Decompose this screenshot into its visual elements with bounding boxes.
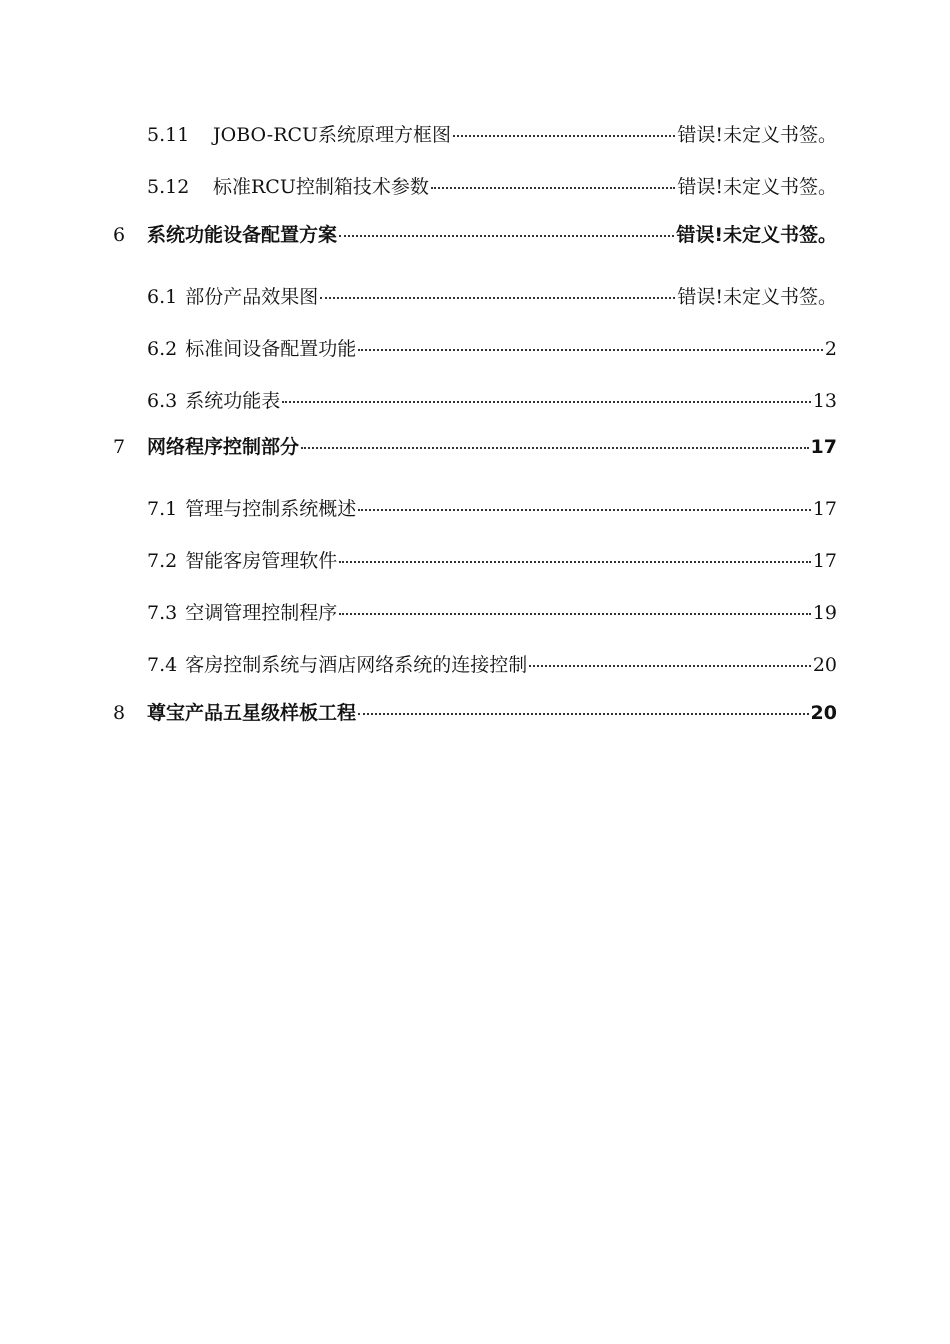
toc-entry-5-12[interactable] [147,174,837,200]
toc-entry-title: 尊宝产品五星级样板工程 [147,702,357,724]
toc-dot-leader [339,561,811,563]
toc-entry-title: 系统功能设备配置方案 [147,224,338,246]
toc-entry-page: 错误!未定义书签。 [676,224,837,246]
toc-entry-number: 5.11 [147,124,190,146]
toc-entry-number: 7.1 [147,498,178,520]
toc-dot-leader [339,235,674,237]
toc-entry-title: 网络程序控制部分 [147,436,300,458]
toc-entry-number: 6.2 [147,338,178,360]
toc-dot-leader [339,613,811,615]
toc-entry-page: 2 [824,338,837,360]
toc-entry-page: 17 [810,436,837,458]
toc-entry-number: 6.1 [147,286,178,308]
toc-dot-leader [358,713,809,715]
toc-dot-leader [320,297,675,299]
toc-entry-7-4[interactable] [147,652,837,678]
toc-entry-title: 客房控制系统与酒店网络系统的连接控制 [185,654,528,676]
toc-entry-number: 7.3 [147,602,178,624]
toc-entry-number: 6.3 [147,390,178,412]
toc-entry-number: 8 [113,702,126,724]
toc-dot-leader [529,665,811,667]
toc-entry-title: JOBO-RCU系统原理方框图 [213,124,452,146]
toc-entry-7-2[interactable] [147,548,837,574]
toc-entry-page: 19 [812,602,837,624]
toc-entry-page: 错误!未定义书签。 [677,124,837,146]
toc-entry-page: 17 [812,550,837,572]
toc-entry-number: 7.2 [147,550,178,572]
toc-dot-leader [358,349,823,351]
toc-entry-7-1[interactable] [147,496,837,522]
toc-entry-6-3[interactable] [147,388,837,414]
toc-dot-leader [301,447,809,449]
toc-entry-page: 20 [812,654,837,676]
toc-entry-7[interactable] [113,434,837,460]
toc-entry-title: 部份产品效果图 [185,286,319,308]
toc-entry-title: 标准间设备配置功能 [185,338,357,360]
toc-entry-page: 13 [812,390,837,412]
toc-entry-title: 空调管理控制程序 [185,602,338,624]
toc-entry-6[interactable] [113,222,837,248]
toc-entry-page: 20 [810,702,837,724]
toc-entry-page: 错误!未定义书签。 [677,286,837,308]
toc-entry-6-1[interactable] [147,284,837,310]
toc-entry-number: 6 [113,224,126,246]
toc-entry-title: 系统功能表 [185,390,281,412]
toc-entry-page: 错误!未定义书签。 [677,176,837,198]
toc-entry-page: 17 [812,498,837,520]
toc-entry-title: 标准RCU控制箱技术参数 [213,176,429,198]
toc-entry-5-11[interactable] [147,122,837,148]
toc-entry-title: 管理与控制系统概述 [185,498,357,520]
toc-dot-leader [358,509,811,511]
toc-entry-number: 7.4 [147,654,178,676]
toc-entry-7-3[interactable] [147,600,837,626]
toc-entry-title: 智能客房管理软件 [185,550,338,572]
toc-entry-number: 7 [113,436,126,458]
toc-dot-leader [431,187,676,189]
toc-dot-leader [453,135,675,137]
toc-entry-6-2[interactable] [147,336,837,362]
toc-entry-8[interactable] [113,700,837,726]
toc-dot-leader [282,401,811,403]
toc-entry-number: 5.12 [147,176,190,198]
